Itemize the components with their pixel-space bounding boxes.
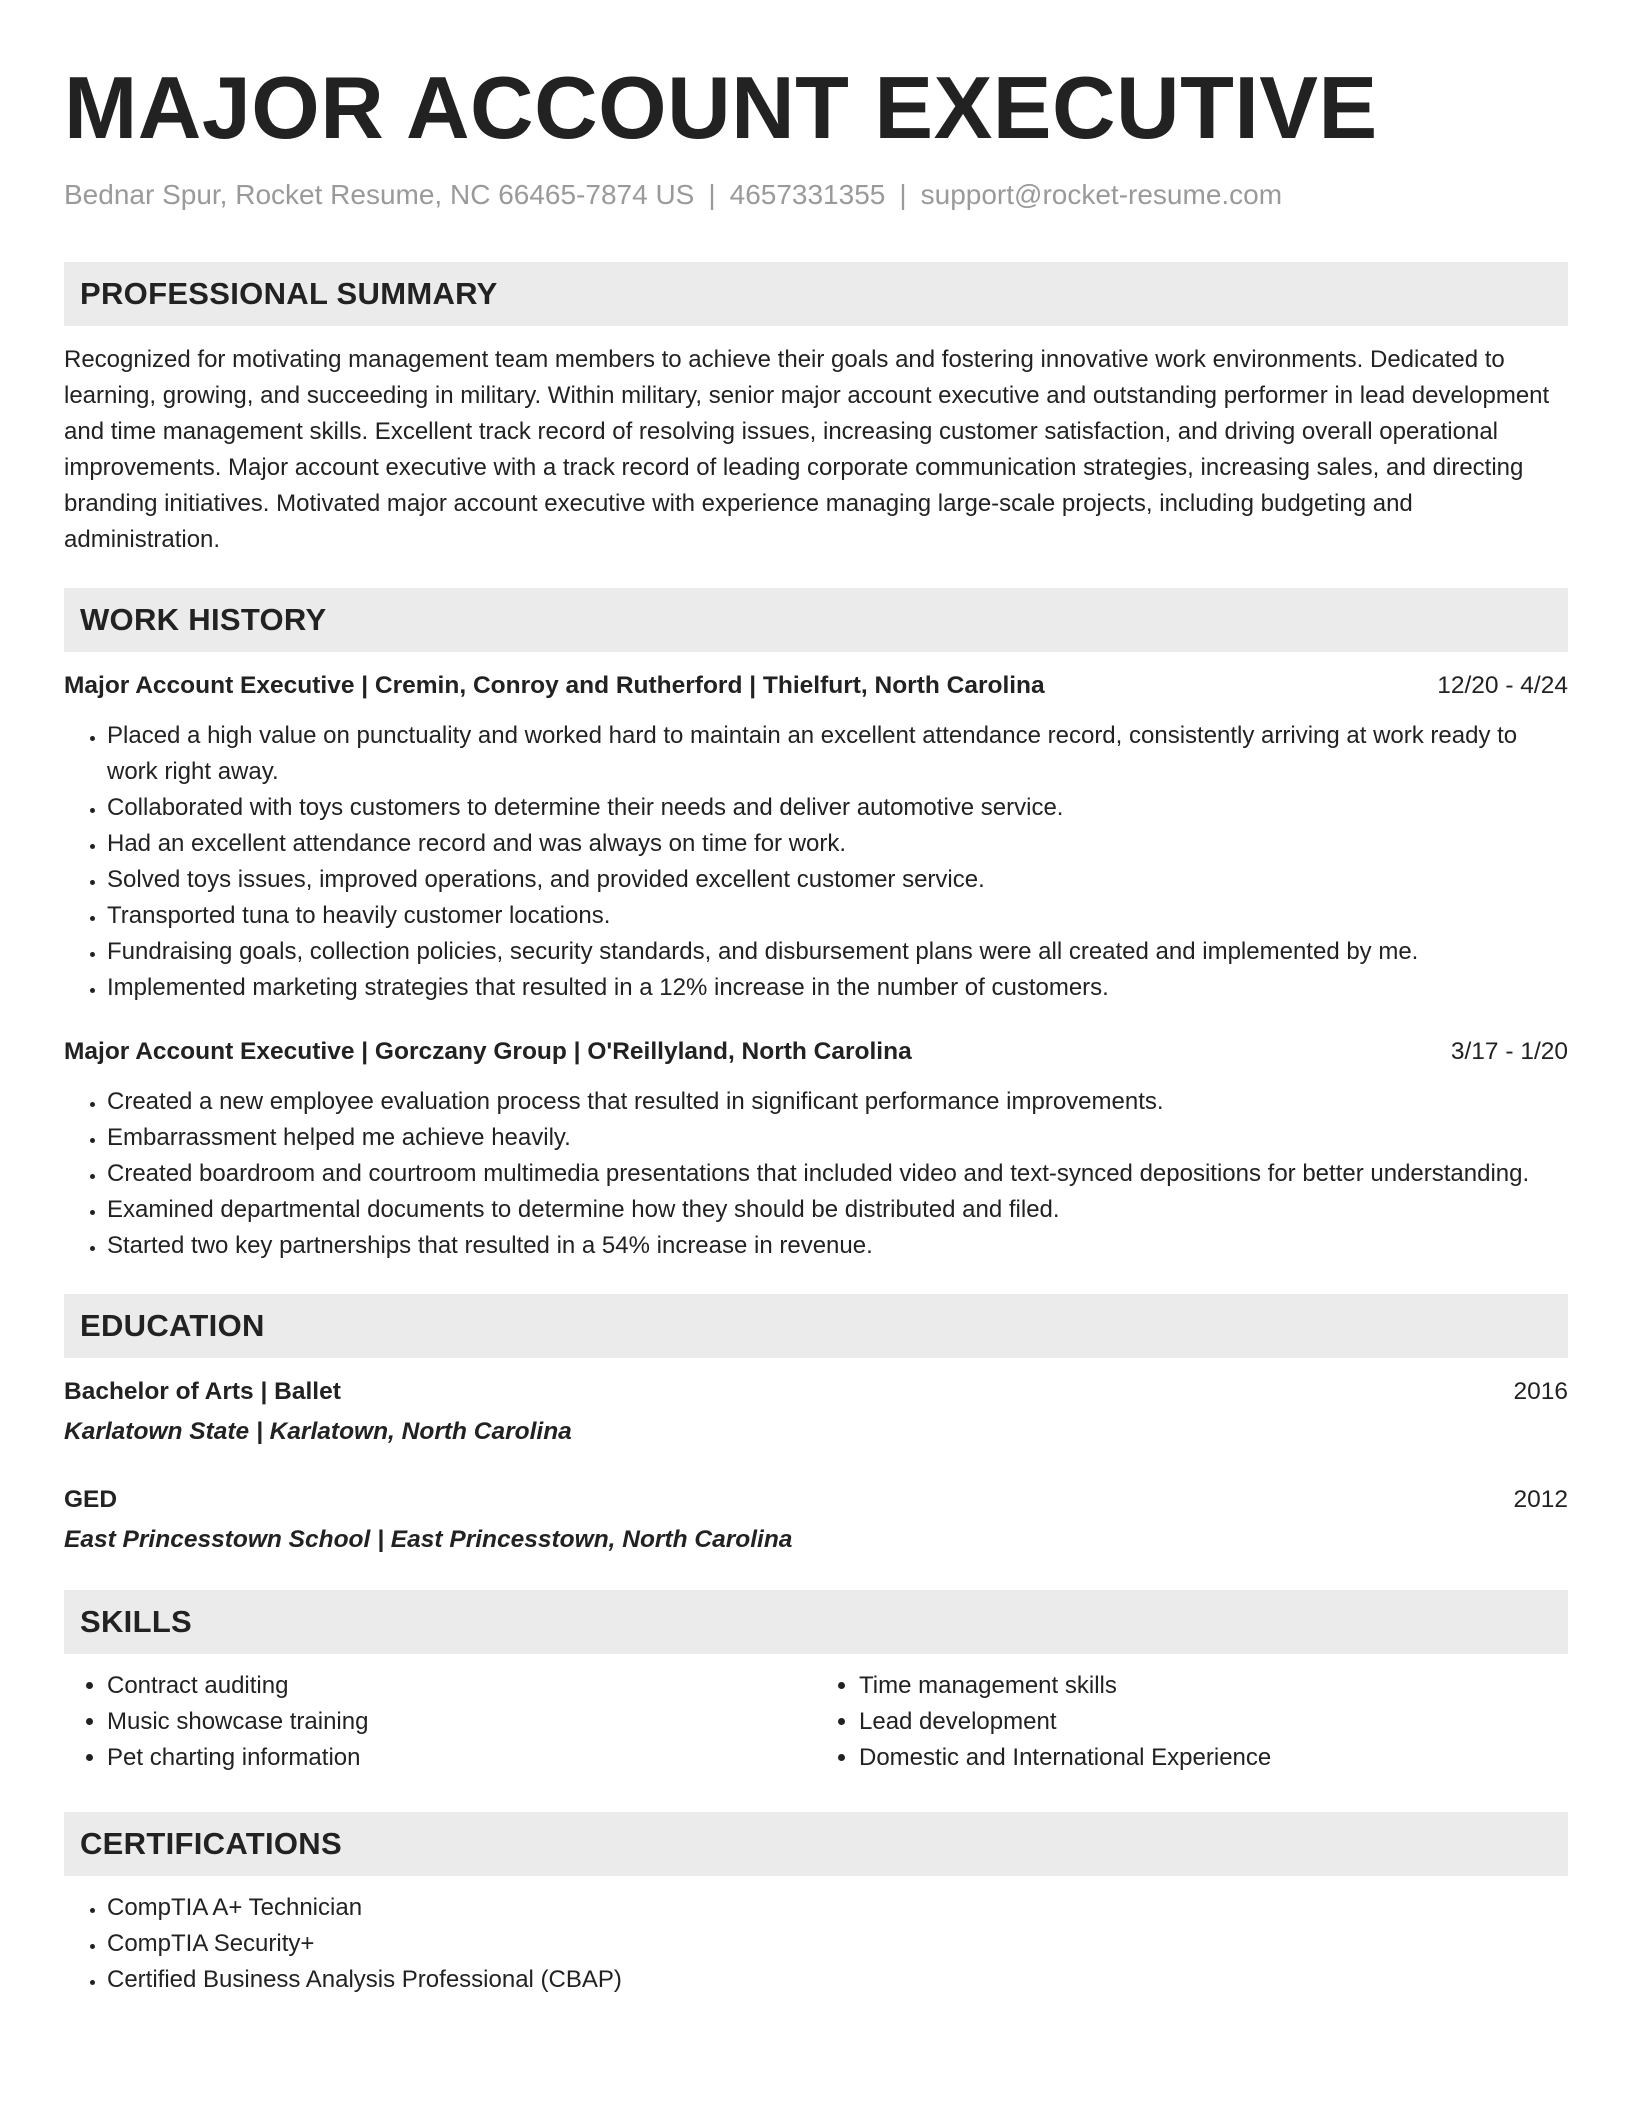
section-header-certifications: CERTIFICATIONS <box>64 1812 1568 1876</box>
candidate-name: MAJOR ACCOUNT EXECUTIVE <box>64 58 1378 157</box>
contact-address: Bednar Spur, Rocket Resume, NC 66465-7874 US <box>64 179 695 210</box>
skill-item: • Contract auditing <box>107 1668 816 1704</box>
skills-grid <box>64 1668 1568 1776</box>
contact-line <box>64 178 1568 212</box>
job-bullet: • Created a new employee evaluation process that resulted in significant performance improvements. <box>107 1084 1568 1120</box>
skill-item: • Time management skills <box>859 1668 1568 1704</box>
job-bullet: • Embarrassment helped me achieve heavily. <box>107 1120 1568 1156</box>
job-dates: 3/17 - 1/20 <box>1450 1038 1568 1065</box>
job-bullet: • Created boardroom and courtroom multimedia presentations that included video and text-synced depositions for better understanding. <box>107 1156 1568 1192</box>
job-bullet: • Examined departmental documents to determine how they should be distributed and filed. <box>107 1192 1568 1228</box>
job-bullet: • Fundraising goals, collection policies, security standards, and disbursement plans were all created and implemented by me. <box>107 934 1568 970</box>
section-header-education: EDUCATION <box>64 1294 1568 1358</box>
education-degree: GED <box>64 1486 118 1513</box>
education-degree: Bachelor of Arts | Ballet <box>64 1378 341 1405</box>
job-row <box>64 668 1568 704</box>
skill-item: • Pet charting information <box>107 1740 816 1776</box>
section-header-work-history: WORK HISTORY <box>64 588 1568 652</box>
job-bullets <box>64 718 1568 1006</box>
job-bullet: • Solved toys issues, improved operations, and provided excellent customer service. <box>107 862 1568 898</box>
education-row <box>64 1482 1568 1518</box>
job-heading: Major Account Executive | Gorczany Group | O'Reillyland, North Carolina <box>64 1038 912 1065</box>
section-header-summary: PROFESSIONAL SUMMARY <box>64 262 1568 326</box>
job-bullet: • Placed a high value on punctuality and worked hard to maintain an excellent attendance record, consistently arriving at work ready to work right away. <box>107 718 1568 790</box>
certification-list <box>64 1890 1568 1998</box>
education-school: Karlatown State | Karlatown, North Carolina <box>64 1418 572 1445</box>
education-year: 2016 <box>1513 1378 1568 1405</box>
contact-separator: | <box>899 179 907 210</box>
job-bullet: • Had an excellent attendance record and was always on time for work. <box>107 826 1568 862</box>
skills-column-right <box>816 1668 1568 1776</box>
certification-item: • CompTIA A+ Technician <box>107 1890 1568 1926</box>
summary-text: Recognized for motivating management team members to achieve their goals and fostering innovative work environments. Dedicated to learning, growing, and succeeding in military. Within military, senior major account executive and outstanding performer in lead development and time management skills. Excellent track record of resolving issues, increasing customer satisfaction, and driving overall operational improvements. Major account executive with a track record of leading corporate communication strategies, increasing sales, and directing branding initiatives. Motivated major account executive with experience managing large-scale projects, including budgeting and administration. <box>64 346 1550 553</box>
contact-email: support@rocket-resume.com <box>920 179 1283 210</box>
education-row <box>64 1374 1568 1410</box>
skill-item: • Music showcase training <box>107 1704 816 1740</box>
skill-item: • Lead development <box>859 1704 1568 1740</box>
certification-item: • Certified Business Analysis Professional (CBAP) <box>107 1962 1568 1998</box>
job-heading: Major Account Executive | Cremin, Conroy and Rutherford | Thielfurt, North Carolina <box>64 672 1045 699</box>
job-bullet: • Implemented marketing strategies that resulted in a 12% increase in the number of customers. <box>107 970 1568 1006</box>
job-row <box>64 1034 1568 1070</box>
job-bullets <box>64 1084 1568 1264</box>
contact-separator: | <box>708 179 716 210</box>
education-year: 2012 <box>1513 1486 1568 1513</box>
section-header-skills: SKILLS <box>64 1590 1568 1654</box>
job-bullet: • Transported tuna to heavily customer locations. <box>107 898 1568 934</box>
skill-item: • Domestic and International Experience <box>859 1740 1568 1776</box>
skills-column-left <box>64 1668 816 1776</box>
job-dates: 12/20 - 4/24 <box>1437 672 1568 699</box>
contact-phone: 4657331355 <box>729 179 886 210</box>
certification-item: • CompTIA Security+ <box>107 1926 1568 1962</box>
education-school: East Princesstown School | East Princesstown, North Carolina <box>64 1526 793 1553</box>
job-bullet: • Collaborated with toys customers to determine their needs and deliver automotive service. <box>107 790 1568 826</box>
job-bullet: • Started two key partnerships that resulted in a 54% increase in revenue. <box>107 1228 1568 1264</box>
